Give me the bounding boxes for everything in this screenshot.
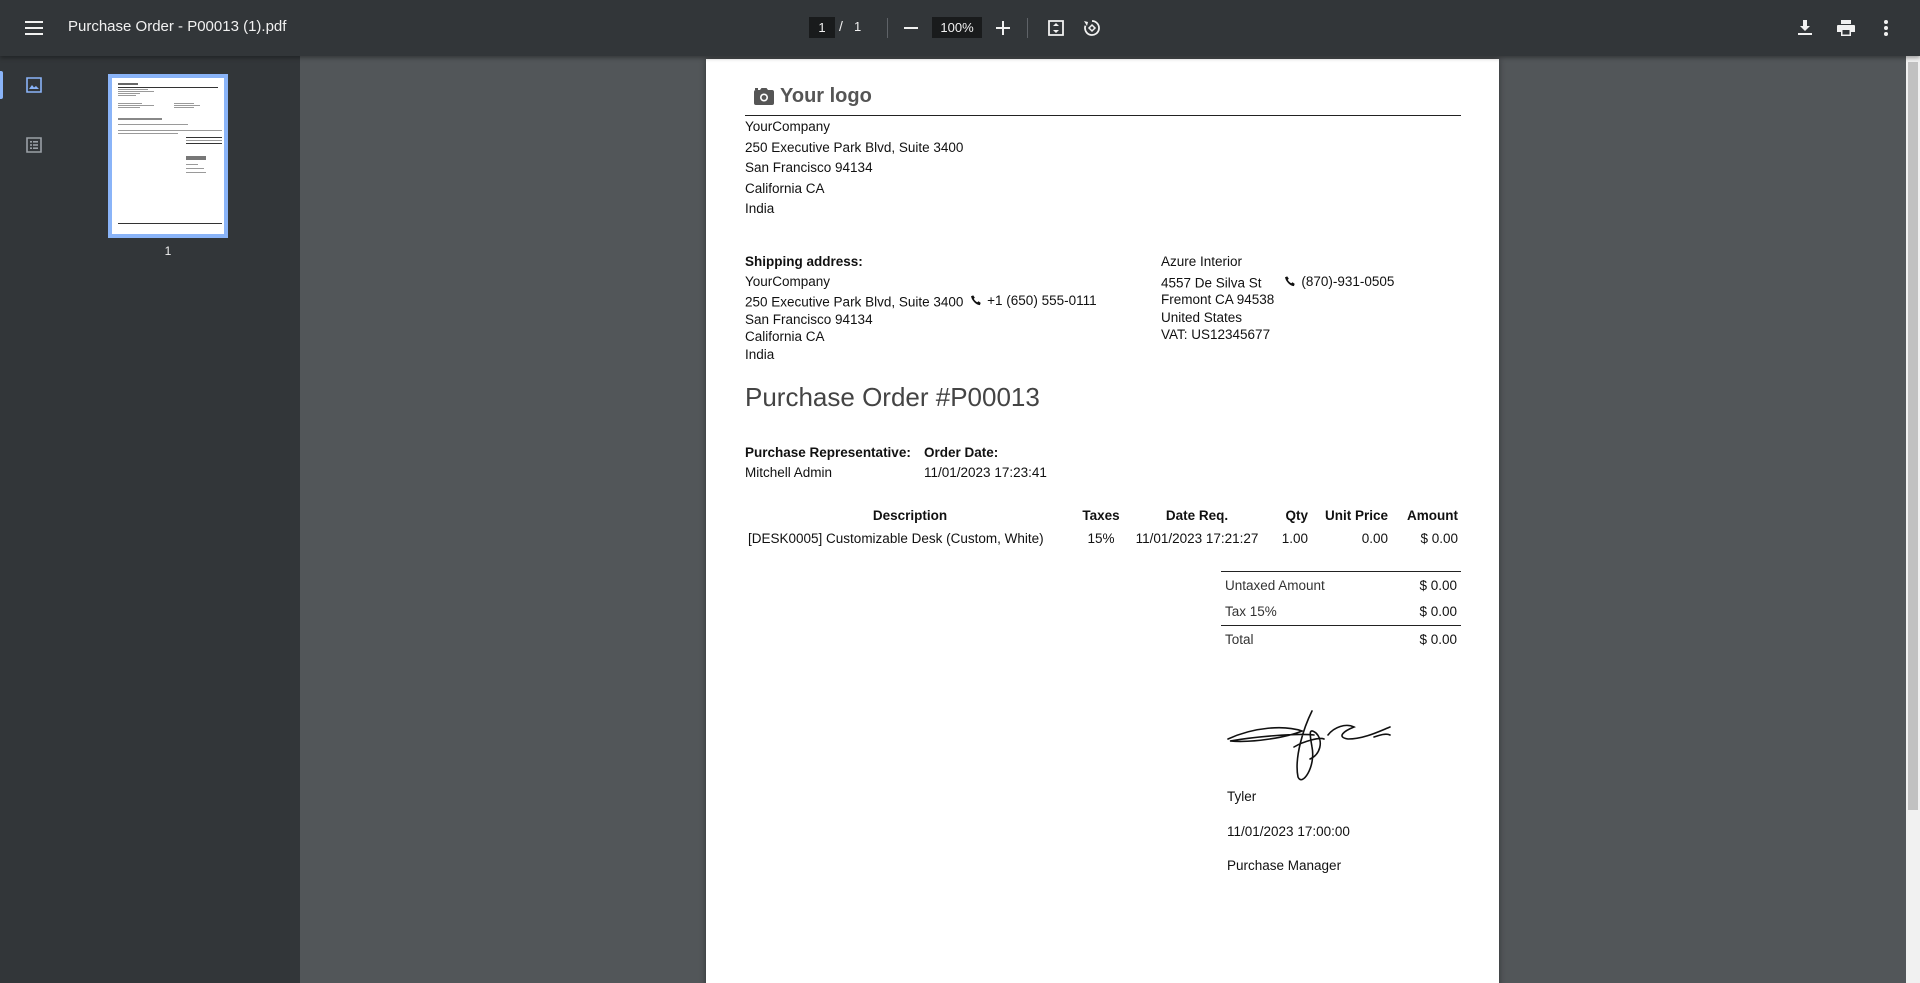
shipping-phone: +1 (650) 555-0111 (987, 293, 1097, 308)
page-number-input[interactable] (809, 17, 835, 38)
zoom-in-icon[interactable] (989, 14, 1017, 42)
print-icon[interactable] (1832, 14, 1860, 42)
outline-tab[interactable] (0, 125, 68, 165)
col-qty: Qty (1285, 508, 1308, 523)
col-taxes: Taxes (1082, 508, 1120, 523)
date-value: 11/01/2023 17:23:41 (924, 465, 1047, 480)
address-line-with-phone (1161, 273, 1394, 292)
total-label: Total (1225, 631, 1254, 647)
phone-icon (1285, 276, 1296, 287)
purchase-order-title: Purchase Order #P00013 (745, 382, 1040, 412)
download-icon[interactable] (1791, 14, 1819, 42)
scrollbar-thumb[interactable] (1908, 62, 1918, 810)
toolbar-divider (887, 18, 888, 38)
signature-image (1224, 697, 1394, 787)
document-title: Purchase Order - P00013 (1).pdf (68, 18, 287, 35)
pdf-page (706, 59, 1499, 983)
address-line-with-phone (745, 292, 1097, 311)
total-value: $ 0.00 (1419, 631, 1457, 647)
address-line: 4557 De Silva St (1161, 274, 1262, 290)
table-header-row (745, 504, 1461, 527)
zoom-out-icon[interactable] (897, 14, 925, 42)
tax-value: $ 0.00 (1419, 604, 1457, 619)
page-thumbnail[interactable] (108, 74, 228, 238)
list-icon (26, 137, 42, 153)
address-line: California CA (745, 180, 825, 196)
order-lines-table (745, 504, 1461, 550)
vat-number: VAT: US12345677 (1161, 327, 1271, 343)
thumbnails-tab[interactable] (0, 65, 68, 105)
untaxed-value: $ 0.00 (1419, 577, 1457, 593)
address-line: San Francisco 94134 (745, 160, 873, 175)
address-line: San Francisco 94134 (745, 311, 873, 327)
col-unit-price: Unit Price (1324, 508, 1388, 523)
address-line: YourCompany (745, 119, 831, 134)
signer-name: Tyler (1227, 789, 1257, 804)
phone-icon (971, 295, 982, 306)
cell-description: [DESK0005] Customizable Desk (Custom, White) (748, 531, 1044, 546)
untaxed-label: Untaxed Amount (1225, 577, 1325, 593)
menu-icon[interactable] (18, 12, 50, 44)
tax-row (1221, 598, 1461, 625)
toolbar-divider (1027, 18, 1028, 38)
signer-title: Purchase Manager (1227, 858, 1342, 873)
address-line: 250 Executive Park Blvd, Suite 3400 (745, 294, 964, 310)
shipping-address (745, 253, 1097, 363)
page-separator: / (839, 18, 843, 34)
address-line: India (745, 346, 775, 362)
company-logo (754, 85, 872, 108)
zoom-input[interactable] (932, 17, 982, 38)
signed-date: 11/01/2023 17:00:00 (1227, 824, 1350, 839)
thumbnail-sidebar (0, 56, 300, 983)
thumbnail-page-number: 1 (164, 244, 172, 258)
address-line: India (745, 201, 775, 216)
company-address (745, 117, 963, 220)
image-icon (26, 77, 42, 93)
rotate-icon[interactable] (1078, 14, 1106, 42)
fit-page-icon[interactable] (1042, 14, 1070, 42)
logo-text: Your logo (780, 85, 872, 107)
date-label: Order Date: (924, 445, 999, 460)
vendor-name: Azure Interior (1161, 254, 1243, 269)
tax-label: Tax 15% (1225, 604, 1277, 619)
camera-icon (754, 88, 774, 105)
untaxed-row (1221, 571, 1461, 598)
page-total: 1 (854, 19, 862, 34)
rep-label: Purchase Representative: (745, 445, 911, 460)
cell-qty: 1.00 (1281, 531, 1308, 546)
vertical-scrollbar[interactable] (1906, 56, 1920, 983)
vendor-address (1161, 253, 1394, 344)
cell-taxes: 15% (1087, 531, 1115, 546)
rep-value: Mitchell Admin (745, 465, 833, 480)
header-rule (745, 115, 1461, 116)
shipping-label: Shipping address: (745, 254, 863, 269)
col-date-req: Date Req. (1165, 508, 1229, 523)
address-line: 250 Executive Park Blvd, Suite 3400 (745, 139, 964, 155)
totals-block (1221, 571, 1461, 652)
address-line: California CA (745, 329, 825, 345)
cell-date-req: 11/01/2023 17:21:27 (1135, 531, 1259, 546)
address-line: YourCompany (745, 273, 831, 289)
table-row (745, 527, 1461, 550)
pdf-toolbar (0, 0, 1920, 56)
more-options-icon[interactable] (1872, 14, 1900, 42)
order-date (924, 443, 1047, 483)
cell-amount: $ 0.00 (1420, 531, 1458, 546)
col-description: Description (872, 508, 948, 523)
address-line: Fremont CA 94538 (1161, 292, 1275, 308)
address-line: United States (1161, 309, 1243, 325)
total-row (1221, 625, 1461, 652)
purchase-representative (745, 443, 911, 483)
cell-unit-price: 0.00 (1361, 531, 1388, 546)
col-amount: Amount (1407, 508, 1458, 523)
vendor-phone: (870)-931-0505 (1301, 273, 1395, 289)
